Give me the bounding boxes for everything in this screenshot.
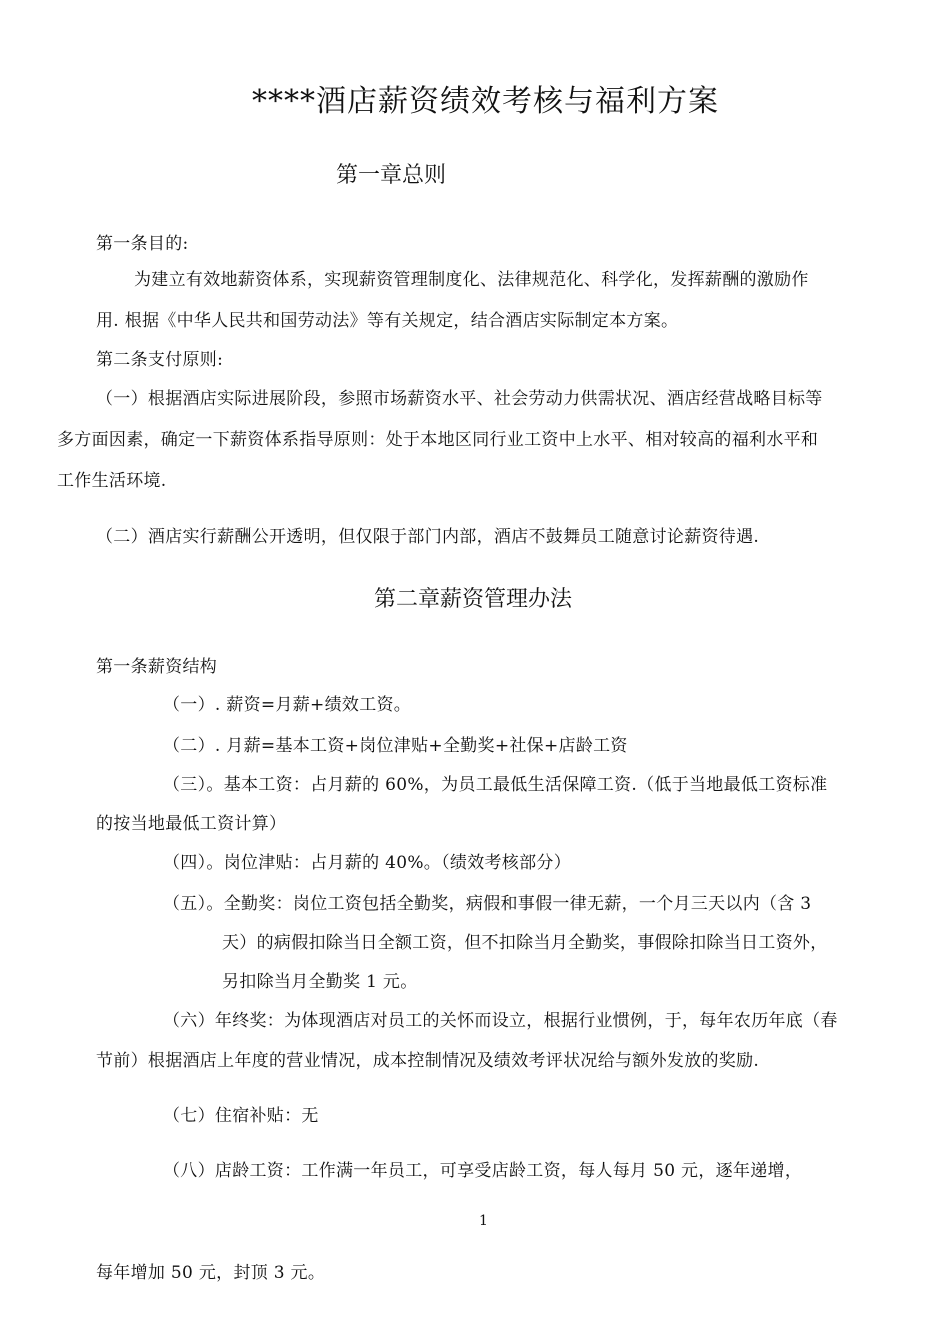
salary-structure-heading: 第一条薪资结构 [96, 657, 218, 677]
salary-item-8-continuation: 每年增加 50 元，封顶 3 元。 [96, 1263, 326, 1283]
salary-item-3-line-2: 的按当地最低工资计算） [96, 814, 287, 834]
principle-1-line-1: （一）根据酒店实际进展阶段，参照市场薪资水平、社会劳动力供需状况、酒店经营战略目标等 [96, 389, 823, 409]
page-number: 1 [479, 1213, 488, 1229]
salary-item-8-line-1: （八）店龄工资：工作满一年员工，可享受店龄工资，每人每月 50 元，逐年递增， [163, 1161, 803, 1181]
salary-item-2: （二）. 月薪=基本工资+岗位津贴+全勤奖+社保+店龄工资 [163, 736, 628, 756]
principle-1-line-2: 多方面因素，确定一下薪资体系指导原则：处于本地区同行业工资中上水平、相对较高的福利水平和 [57, 430, 819, 450]
salary-item-5-line-3: 另扣除当月全勤奖 1 元。 [222, 972, 418, 992]
salary-item-5-line-1: （五）。全勤奖：岗位工资包括全勤奖，病假和事假一律无薪，一个月三天以内（含 3 [163, 894, 812, 914]
principle-1-line-3: 工作生活环境. [57, 471, 167, 491]
salary-item-6-line-1: （六）年终奖：为体现酒店对员工的关怀而设立，根据行业惯例，于，每年农历年底（春 [163, 1011, 838, 1031]
salary-item-4: （四）。岗位津贴：占月薪的 40%。（绩效考核部分） [163, 853, 571, 873]
salary-item-3-line-1: （三）。基本工资：占月薪的 60%，为员工最低生活保障工资.（低于当地最低工资标准 [163, 775, 828, 795]
chapter-1-heading: 第一章总则 [336, 163, 447, 188]
document-title: ****酒店薪资绩效考核与福利方案 [252, 84, 719, 119]
salary-item-6-line-2: 节前）根据酒店上年度的营业情况，成本控制情况及绩效考评状况给与额外发放的奖励. [96, 1051, 760, 1071]
chapter-2-heading: 第二章薪资管理办法 [374, 587, 573, 612]
salary-item-5-line-2: 天）的病假扣除当日全额工资，但不扣除当月全勤奖，事假除扣除当日工资外， [222, 933, 828, 953]
article-2-heading: 第二条支付原则: [96, 350, 224, 370]
article-1-text-line-2: 用. 根据《中华人民共和国劳动法》等有关规定，结合酒店实际制定本方案。 [96, 311, 679, 331]
salary-item-1: （一）. 薪资=月薪+绩效工资。 [163, 695, 412, 715]
article-1-text-line-1: 为建立有效地薪资体系，实现薪资管理制度化、法律规范化、科学化，发挥薪酬的激励作 [134, 270, 809, 290]
salary-item-7: （七）住宿补贴：无 [163, 1106, 319, 1126]
article-1-heading: 第一条目的: [96, 234, 189, 254]
principle-2-line-1: （二）酒店实行薪酬公开透明，但仅限于部门内部，酒店不鼓舞员工随意讨论薪资待遇. [96, 527, 760, 547]
